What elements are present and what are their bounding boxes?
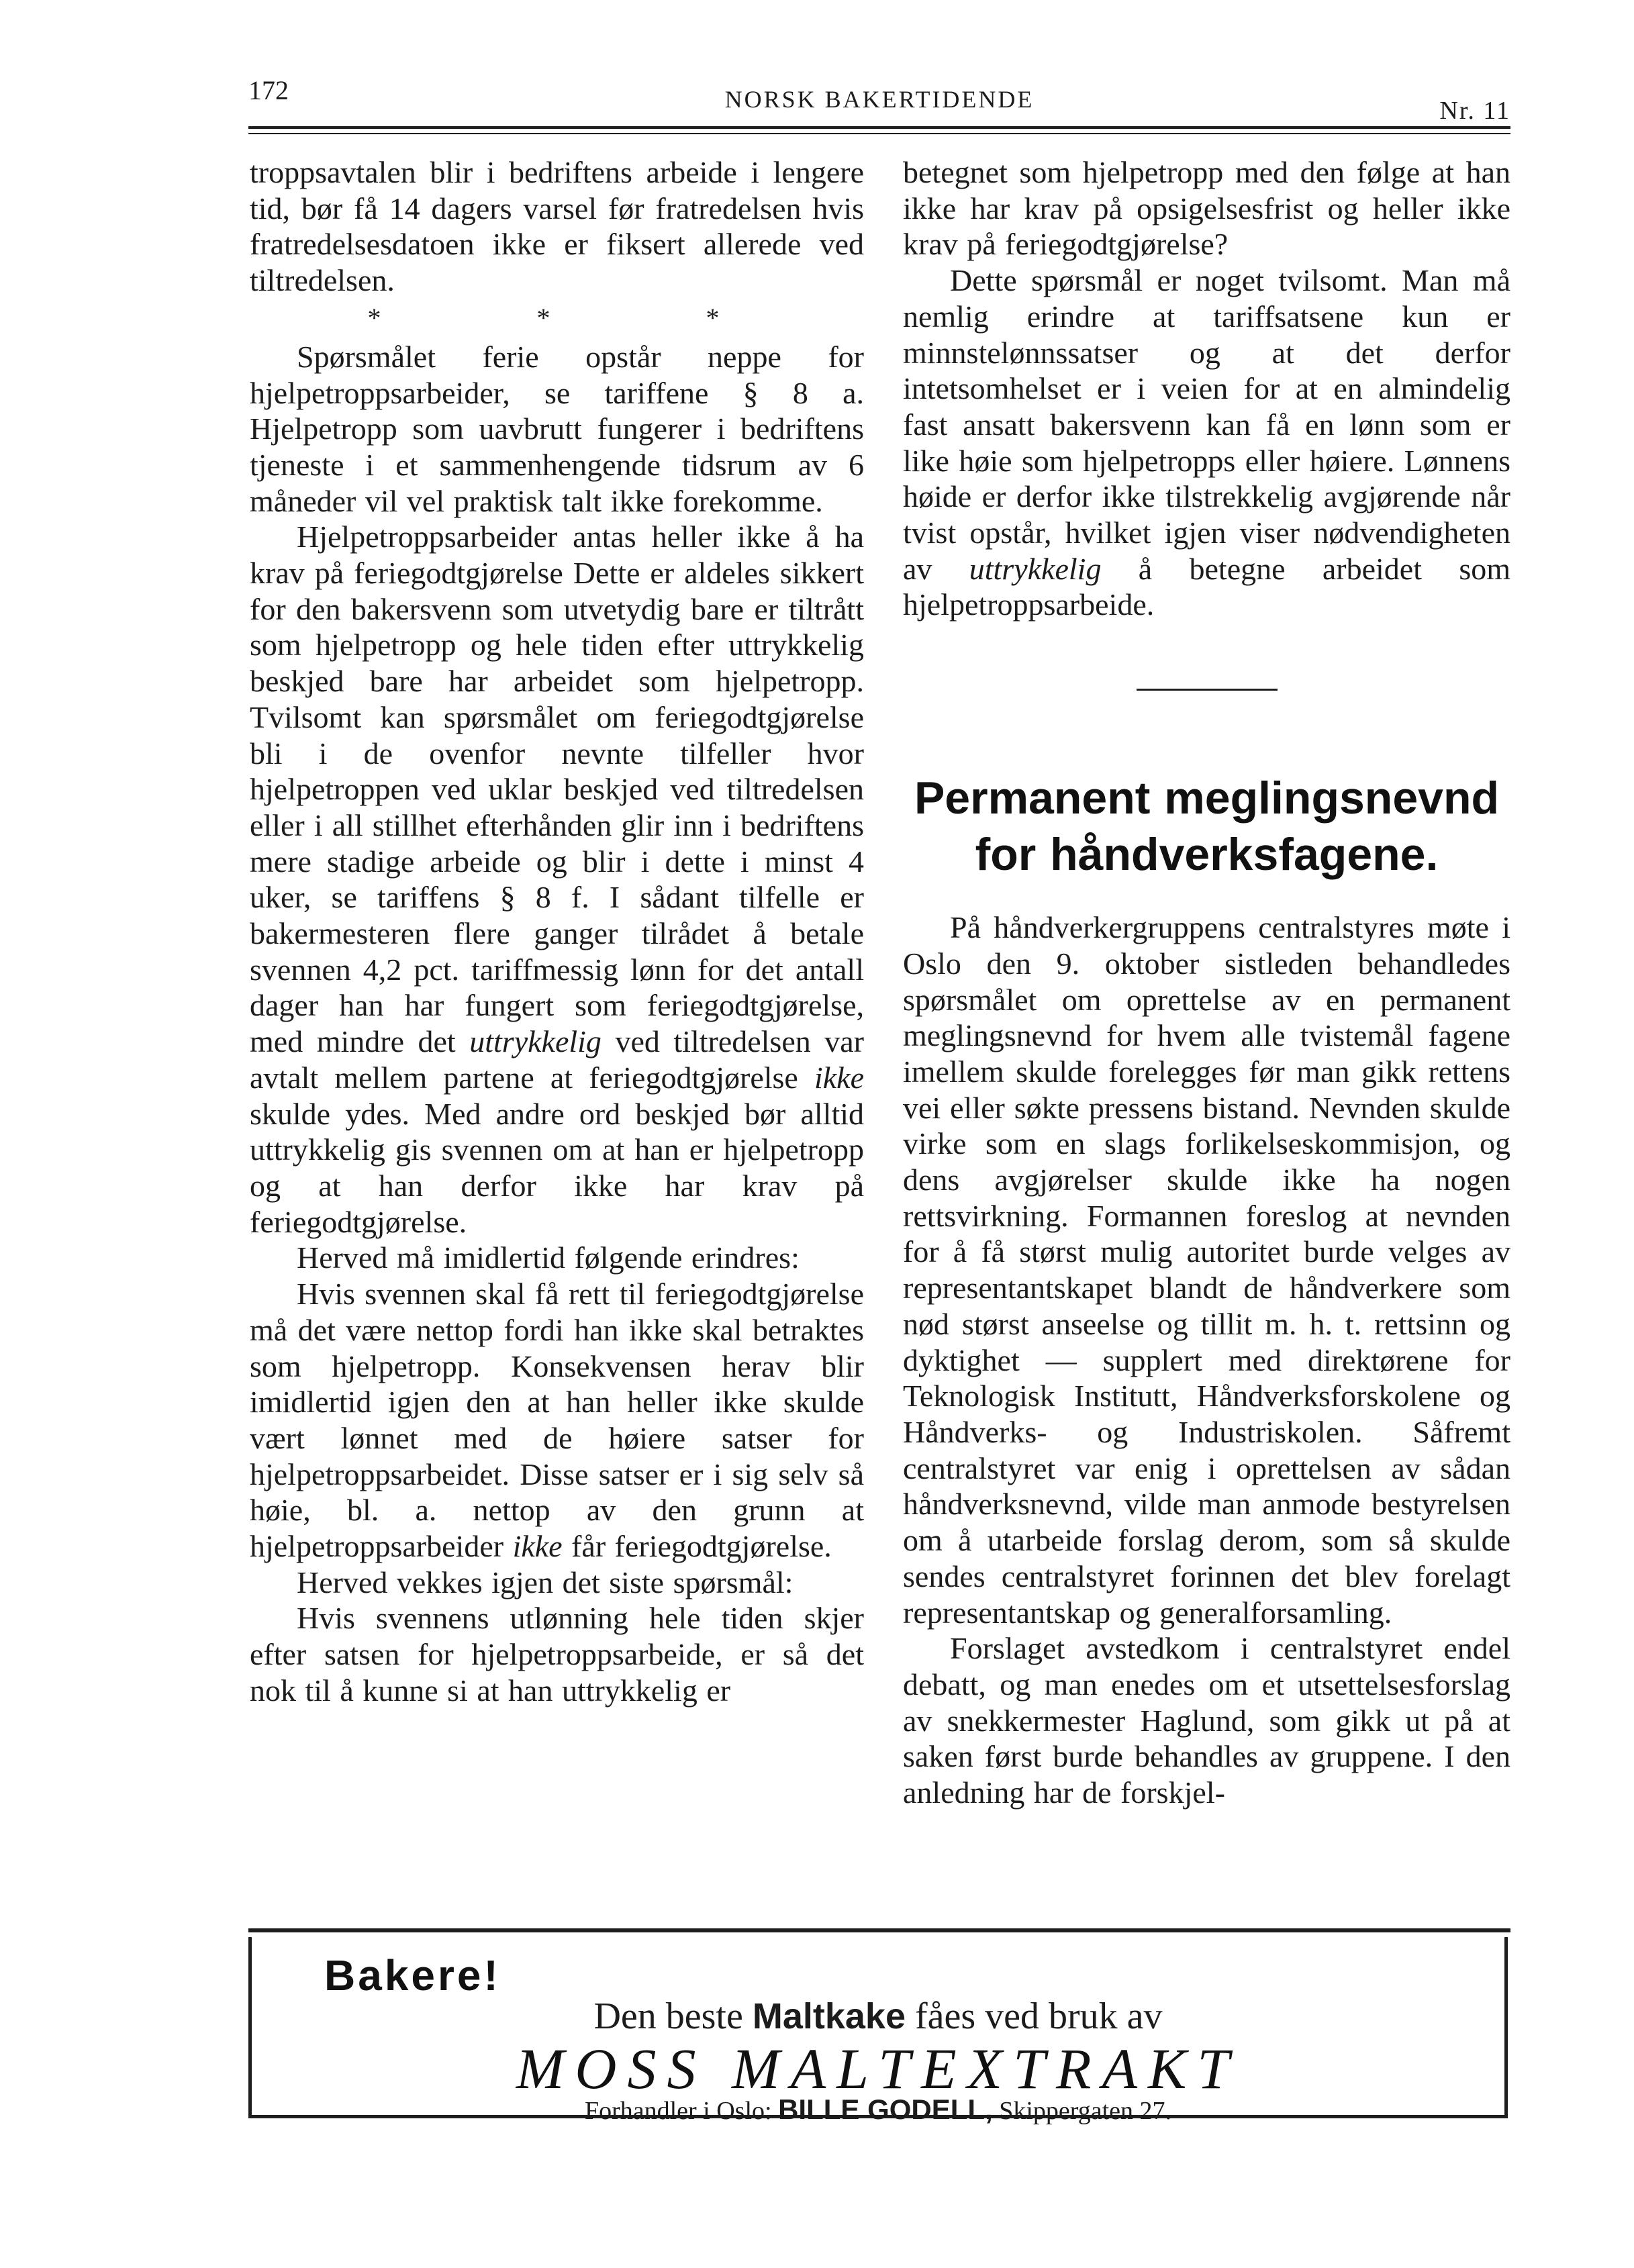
text-run: Den beste	[593, 1995, 743, 2037]
text-run: får feriegodtgjørelse.	[571, 1529, 832, 1564]
text-run: å betegne arbeidet som hjelpetroppsarbeide.	[903, 551, 1511, 622]
paragraph: På håndverkergruppens centralstyres møte i Oslo den 9. oktober sistleden behandledes spørsmålet om oprettelse av en permanent meglingsnevnd for hvem alle tvistemål fagene imellem skulde forelegges før man gikk rettens vei eller søkte pressens bistand. Nevnden skulde virke som en slags forlikelseskommisjon, og dens avgjørelser skulde ikke ha nogen rettsvirkning. Formannen foreslog at nevnden for å få størst mulig autoritet burde velges av representantskapet blandt de håndverkere som nød størst anseelse og tillit m. h. t. rettsinn og dyktighet — supplert med direktørene for Teknologisk Institutt, Håndverksforskolene og Håndverks- og Industriskolen. Såfremt centralstyret var enig i oprettelsen av sådan håndverksnevnd, vilde man anmode bestyrelsen om å utarbeide forslag derom, som så skulde sendes centralstyret forinnen det blev forelagt representantskap og generalforsamling.	[903, 910, 1510, 1630]
issue-number: Nr. 11	[1439, 97, 1510, 125]
ad-brand: MOSS MALTEXTRAKT	[516, 2036, 1241, 2101]
paragraph: Herved vekkes igjen det siste spørsmål:	[297, 1565, 794, 1599]
ad-product: Maltkake	[752, 1996, 906, 2036]
paragraph: betegnet som hjelpetropp med den følge at han ikke har krav på opsigelsesfrist og heller ikke krav på feriegodtgjørelse?	[903, 155, 1510, 262]
page-number: 172	[248, 75, 289, 105]
ad-headline: Bakere!	[324, 1951, 501, 2000]
text-run: Forhandler i Oslo:	[584, 2097, 772, 2125]
paragraph: Forslaget avstedkom i centralstyret endel debatt, og man enedes om et utsettelsesforslag av snekkermester Haglund, som gikk ut på at saken først burde behandles av gruppene. I den anledning har de forskjel-	[903, 1631, 1510, 1810]
page-header	[248, 70, 1510, 124]
text-run: fåes ved bruk av	[914, 1995, 1163, 2037]
paragraph	[903, 262, 1510, 623]
emphasis: uttrykkelig	[469, 1024, 602, 1059]
text-run: Hvis svennen skal få rett til feriegodtgjørelse må det være nettop fordi han ikke skal betraktes som hjelpetropp. Konsekvensen herav blir imidlertid igjen den at han heller ikke skulde vært lønnet med de høiere satser for hjelpetroppsarbeidet. Disse satser er i sig selv så høie, bl. a. nettop av den grunn at hjelpetroppsarbeider	[250, 1277, 864, 1564]
paragraph: Herved må imidlertid følgende erindres:	[297, 1240, 800, 1275]
paragraph: troppsavtalen blir i bedriftens arbeide i lengere tid, bør få 14 dagers varsel før fratredelsen hvis fratredelsesdatoen ikke er fiksert allerede ved tiltredelsen.	[250, 155, 864, 298]
article-divider	[1137, 689, 1278, 691]
ad-dealer	[252, 2093, 1504, 2126]
paragraph: Spørsmålet ferie opstår neppe for hjelpetroppsarbeider, se tariffene § 8 a. Hjelpetropp som uavbrutt fungerer i bedriftens tjeneste i et sammenhengende tidsrum av 6 måneder vil vel praktisk talt ikke forekomme.	[250, 339, 864, 518]
advertisement-box	[248, 1937, 1508, 2125]
ad-line	[252, 1995, 1504, 2038]
header-rule	[248, 126, 1510, 129]
section-separator: * * *	[367, 302, 794, 333]
journal-title: NORSK BAKERTIDENDE	[724, 86, 1035, 113]
text-run: ved tiltredelsen var avtalt mellem partene at feriegodtgjørelse	[250, 1024, 864, 1095]
paragraph: Hvis svennens utlønning hele tiden skjer efter satsen for hjelpetroppsarbeide, er så det nok til å kunne si at han uttrykkelig er	[250, 1601, 864, 1708]
text-run: skulde ydes. Med andre ord beskjed bør alltid uttrykkelig gis svennen om at han er hjelpetropp og at han derfor ikke har krav på feriegodtgjørelse.	[250, 1096, 864, 1239]
ad-dealer-name: BILLE GODELL,	[778, 2093, 993, 2125]
emphasis: ikke	[814, 1060, 865, 1095]
text-run: Dette spørsmål er noget tvilsomt. Man må nemlig erindre at tariffsatsene kun er minnstelønnssatser og at det derfor intetsomhelset er i veien for at en almindelig fast ansatt bakersvenn kan få en lønn som er like høie som hjelpetropps eller høiere. Lønnens høide er derfor ikke tilstrekkelig avgjørende når tvist opstår, hvilket igjen viser nødvendigheten av	[903, 263, 1510, 586]
right-column	[903, 154, 1510, 1906]
paragraph	[250, 519, 864, 1240]
article-title: Permanent meglingsnevnd for håndverksfagene.	[914, 773, 1500, 881]
header-rule-thin	[248, 133, 1510, 134]
emphasis: uttrykkelig	[969, 551, 1102, 586]
text-run: Hjelpetroppsarbeider antas heller ikke å ha krav på feriegodtgjørelse Dette er aldeles sikkert for den bakersvenn som utvetydig bare er tiltrått som hjelpetropp og hele tiden efter uttrykkelig beskjed bare har arbeidet som hjelpetropp. Tvilsomt kan spørsmålet om feriegodtgjørelse bli i de ovenfor nevnte tilfeller hvor hjelpetroppen ved uklar beskjed ved tiltredelsen eller i all stillhet efterhånden glir inn i bedriftens mere stadige arbeide og blir i dette i minst 4 uker, se tariffens § 8 f. I sådant tilfelle er bakermesteren flere ganger tilrådet å betale svennen 4,2 pct. tariffmessig lønn for det antall dager han har fungert som feriegodtgjørelse, med mindre det	[250, 520, 864, 1059]
left-column	[250, 154, 864, 1906]
emphasis: ikke	[512, 1529, 563, 1564]
paragraph	[250, 1276, 864, 1565]
text-run: Skippergaten 27.	[999, 2097, 1172, 2125]
advertisement-top-rule	[248, 1928, 1510, 1932]
